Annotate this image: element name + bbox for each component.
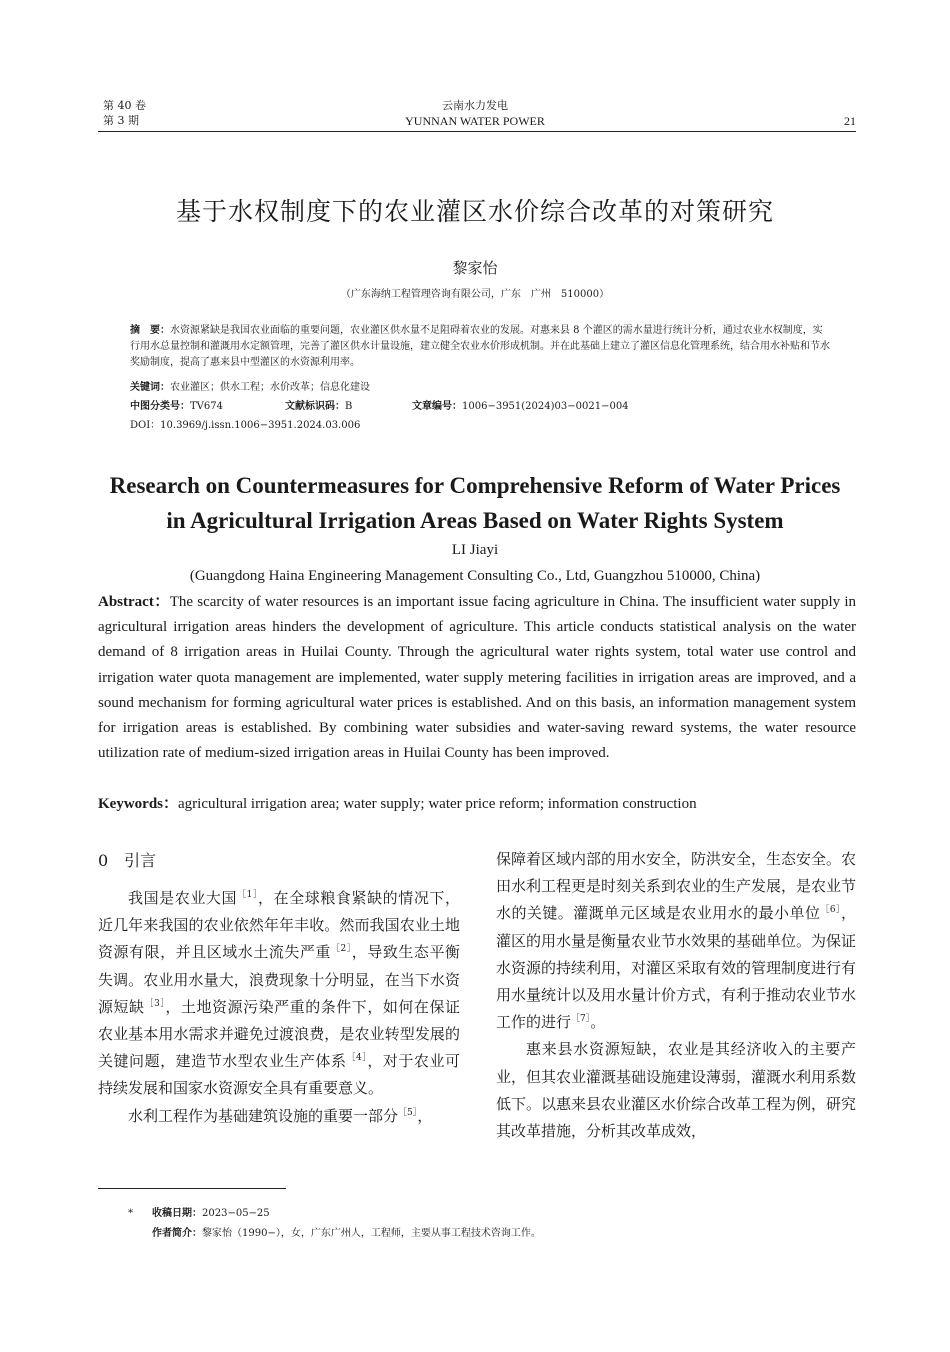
keywords-label-en: Keywords — [98, 796, 163, 812]
footnote-rule — [98, 1188, 286, 1189]
doccode-value: B — [345, 401, 353, 412]
section-heading: 0 引言 — [98, 851, 157, 870]
paper-title-en-line2: in Agricultural Irrigation Areas Based on Water Rights System — [166, 508, 784, 533]
paper-title-cn: 基于水权制度下的农业灌区水价综合改革的对策研究 — [175, 197, 774, 226]
abstract-text-en: The scarcity of water resources is an important issue facing agriculture in China. The insufficient water supply in agricultural irrigation areas hinders the development of agriculture. This article conducts statistical analysis on the water demand of 8 irrigation areas in Huilai County. Through the agricultural water rights system, total water use control and irrigation water quota management are implemented, water supply metering facilities in irrigation areas are improved, and a sound mechanism for forming agricultural water prices is established. And on this basis, an information management system for irrigation areas is established. By combining water subsidies and water-saving reward systems, the water resource utilization rate of medium-sized irrigation areas in Huilai County has been improved. — [98, 594, 856, 762]
citation-5: ［5］ — [398, 1107, 418, 1118]
author-bio: 作者简介：黎家怡（1990−），女，广东广州人，工程师，主要从事工程技术咨询工作。 — [152, 1228, 541, 1239]
paper-title-en-line1: Research on Countermeasures for Comprehensive Reform of Water Prices — [109, 473, 841, 498]
citation-6: ［6］ — [820, 905, 841, 916]
bio-label: 作者简介 — [152, 1228, 192, 1239]
body-column-left — [98, 885, 460, 1130]
journal-name-en: YUNNAN WATER POWER — [405, 114, 545, 128]
citation-3: ［3］ — [144, 998, 166, 1009]
header-rule — [98, 131, 856, 132]
author-name-cn: 黎家怡 — [452, 259, 498, 277]
abstract-text-cn: 水资源紧缺是我国农业面临的重要问题，农业灌区供水量不足阻碍着农业的发展。对惠来县 8 个灌区的需水量进行统计分析，通过农业水权制度，实行用水总量控制和灌溉用水定额管理，完善了灌区供水计量设施，建立健全农业水价形成机制。并在此基础上建立了灌区信息化管理系统，结合用水补贴和节水奖励制度，提高了惠来县中型灌区的水资源利用率。 — [130, 325, 830, 368]
citation-2: ［2］ — [330, 944, 352, 955]
clc-label: 中图分类号 — [130, 401, 180, 412]
author-name-en: LI Jiayi — [451, 542, 499, 558]
affiliation-cn: （广东海纳工程管理咨询有限公司，广东 广州 510000） — [340, 289, 610, 300]
affiliation-en: (Guangdong Haina Engineering Management Consulting Co., Ltd, Guangzhou 510000, China) — [189, 568, 761, 584]
keywords-text-en: agricultural irrigation area; water supply; water price reform; information construction — [178, 796, 697, 812]
abstract-label-cn: 摘 要 — [130, 325, 160, 336]
abstract-en: Abstract：The scarcity of water resources is an important issue facing agriculture in China. The insufficient water supply in agricultural irrigation areas hinders the development of agriculture. This article conducts statistical analysis on the water demand of 8 irrigation areas in Huilai County. Through the agricultural water rights system, total water use control and irrigation water quota management are implemented, water supply metering facilities in irrigation areas are improved, and a sound mechanism for forming agricultural water prices is established. And on this basis, an information management system for irrigation areas is established. By combining water subsidies and water-saving reward systems, the water resource utilization rate of medium-sized irrigation areas in Huilai County has been improved. — [98, 594, 856, 762]
received-label: 收稿日期 — [152, 1208, 192, 1219]
abstract-cn: 摘 要：水资源紧缺是我国农业面临的重要问题，农业灌区供水量不足阻碍着农业的发展。对惠来县 8 个灌区的需水量进行统计分析，通过农业水权制度，实行用水总量控制和灌溉用水定额管理，完善了灌区供水计量设施，建立健全农业水价形成机制。并在此基础上建立了灌区信息化管理系统，结合用水补贴和节水奖励制度，提高了惠来县中型灌区的水资源利用率。 — [130, 325, 830, 368]
body-column-right — [496, 846, 856, 1145]
paragraph: 我国是农业大国$^{[1]}$，在全球粮食紧缺的情况下，近几年来我国的农业依然年年丰收。然而我国农业土地资源有限，并且区域水土流失严重$^{[2]}$，导致生态平衡失调。农业用水量大，浪费现象十分明显，在当下水资源短缺$^{[3]}$，土地资源污染严重的条件下，如何在保证农业基本用水需求并避免过渡浪费，是农业转型发展的关键问题，建造节水型农业生产体系$^{[4]}$，对于农业可持续发展和国家水资源安全具有重要意义。 — [98, 889, 460, 1098]
bio-value: 黎家怡（1990−），女，广东广州人，工程师，主要从事工程技术咨询工作。 — [202, 1228, 541, 1239]
keywords-label-cn: 关键词 — [130, 382, 160, 393]
paragraph: 保障着区域内部的用水安全，防洪安全，生态安全。农田水利工程更是时刻关系到农业的生产发展，是农业节水的关键。灌溉单元区域是农业用水的最小单位$^{[6]}$，灌区的用水量是衡量农业节水效果的基础单位。为保证水资源的持续利用，对灌区采取有效的管理制度进行有用水量统计以及用水量计价方式，有利于推动农业节水工作的进行$^{[7]}$。 — [496, 850, 857, 1032]
paper-title-en — [60, 468, 890, 538]
volume-label: 第 40 卷 — [103, 99, 146, 112]
footnote-marker: * — [128, 1208, 133, 1219]
keywords-text-cn: 农业灌区；供水工程；水价改革；信息化建设 — [170, 382, 370, 393]
abstract-label-en: Abstract — [98, 594, 154, 610]
keywords-en: Keywords：agricultural irrigation area; water supply; water price reform; information construction — [98, 796, 697, 812]
doccode-label: 文献标识码 — [285, 401, 335, 412]
issue-label: 第 3 期 — [103, 114, 139, 127]
article-no-value: 1006−3951(2024)03−0021−004 — [462, 401, 629, 412]
page-number: 21 — [844, 114, 856, 128]
paragraph: 水利工程作为基础建筑设施的重要一部分$^{[5]}$， — [128, 1106, 433, 1125]
article-no-label: 文章编号 — [412, 401, 452, 412]
doi: DOI：10.3969/j.issn.1006−3951.2024.03.006 — [130, 420, 361, 431]
citation-7: ［7］ — [571, 1014, 591, 1025]
journal-name-cn: 云南水力发电 — [442, 99, 508, 112]
received-date: 收稿日期：2023−05−25 — [152, 1208, 270, 1219]
citation-1: ［1］ — [237, 890, 259, 900]
keywords-cn: 关键词：农业灌区；供水工程；水价改革；信息化建设 — [130, 382, 370, 393]
clc-value: TV674 — [190, 401, 223, 412]
received-value: 2023−05−25 — [202, 1208, 270, 1219]
citation-4: ［4］ — [346, 1053, 368, 1064]
paragraph: 惠来县水资源短缺，农业是其经济收入的主要产业，但其农业灌溉基础设施建设薄弱，灌溉水利用系数低下。以惠来县农业灌区水价综合改革工程为例，研究其改革措施，分析其改革成效， — [496, 1040, 857, 1141]
